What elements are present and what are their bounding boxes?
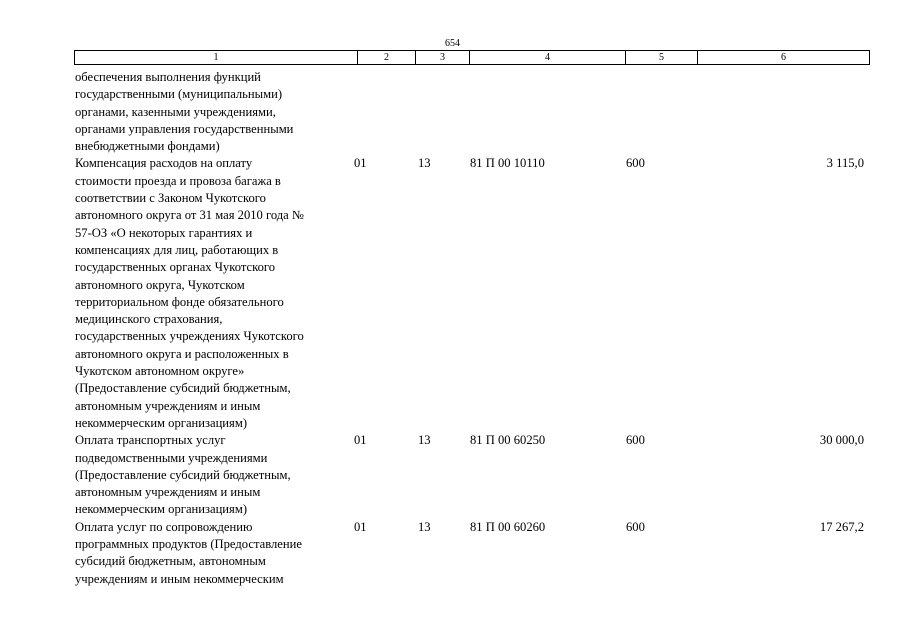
header-col-4: 4 xyxy=(470,51,626,65)
row-target-article: 81 П 00 10110 xyxy=(470,156,545,171)
row-target-article: 81 П 00 60250 xyxy=(470,433,546,448)
row-amount: 30 000,0 xyxy=(819,433,864,448)
column-number-header xyxy=(74,50,870,65)
row-subsection: 13 xyxy=(418,156,431,171)
row-amount: 3 115,0 xyxy=(826,156,864,171)
row-name: Оплата транспортных услуг подведомственными учреждениями (Предоставление субсидий бюджетным, автономным учреждениям и иным некоммерческим организациям) xyxy=(75,433,291,517)
table-row xyxy=(0,69,905,155)
header-col-3: 3 xyxy=(416,51,470,65)
header-col-1: 1 xyxy=(75,51,358,65)
row-name: обеспечения выполнения функций государственными (муниципальными) органами, казенными учреждениями, органами управления государственными внебюджетными фондами) xyxy=(75,70,294,154)
budget-table-body xyxy=(0,69,905,588)
row-name: Оплата услуг по сопровождению программных продуктов (Предоставление субсидий бюджетным, автономным учреждениям и иным некоммерческим xyxy=(75,519,302,586)
row-target-article: 81 П 00 60260 xyxy=(470,519,546,534)
row-name: Компенсация расходов на оплату стоимости проезда и провоза багажа в соответствии с Законом Чукотского автономного округа от 31 мая 2010 года № 57-ОЗ «О некоторых гарантиях и компенсациях для лиц, работающих в государственных органах Чукотского автономного округа, Чукотском территориальном фонде обязательного медицинского страхования, государственных учреждениях Чукотского автономного округа и расположенных в Чукотском автономном округе» (Предоставление субсидий бюджетным, автономным учреждениям и иным некоммерческим организациям) xyxy=(75,156,304,430)
row-expense-type: 600 xyxy=(626,519,645,534)
header-col-6: 6 xyxy=(698,51,870,65)
header-col-5: 5 xyxy=(626,51,698,65)
row-section: 01 xyxy=(354,519,367,534)
row-expense-type: 600 xyxy=(626,433,645,448)
row-amount: 17 267,2 xyxy=(819,519,864,534)
page-number: 654 xyxy=(445,38,460,49)
row-section: 01 xyxy=(354,156,367,171)
table-row xyxy=(0,432,905,518)
table-row xyxy=(0,155,905,432)
row-subsection: 13 xyxy=(418,433,431,448)
header-col-2: 2 xyxy=(358,51,416,65)
row-subsection: 13 xyxy=(418,519,431,534)
header-row xyxy=(75,51,870,65)
row-section: 01 xyxy=(354,433,367,448)
table-row xyxy=(0,519,905,588)
row-expense-type: 600 xyxy=(626,156,645,171)
